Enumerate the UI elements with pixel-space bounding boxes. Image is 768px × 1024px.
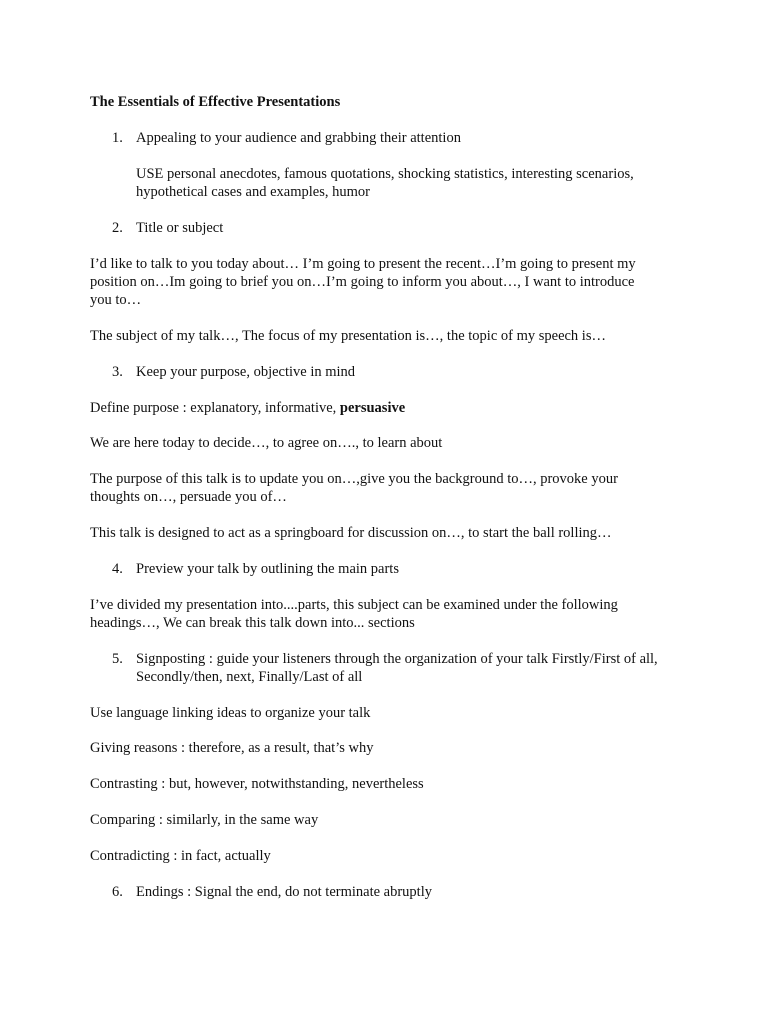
paragraph-linking: Use language linking ideas to organize your talk [90, 705, 371, 721]
paragraph-comparing: Comparing : similarly, in the same way [90, 812, 319, 828]
list-item-1-detail-line-2: hypothetical cases and examples, humor [136, 184, 370, 200]
paragraph-purpose-talk-line-2: thoughts on…, persuade you of… [90, 489, 287, 505]
list-number-1: 1. [112, 130, 123, 146]
paragraph-purpose-talk-line-1: The purpose of this talk is to update you on…,give you the background to…, provoke your [90, 471, 618, 487]
paragraph-springboard: This talk is designed to act as a springboard for discussion on…, to start the ball rolling… [90, 525, 612, 541]
paragraph-intro-line-1: I’d like to talk to you today about… I’m going to present the recent…I’m going to present my [90, 256, 636, 272]
document-title: The Essentials of Effective Presentations [90, 94, 341, 110]
paragraph-here-today: We are here today to decide…, to agree on…., to learn about [90, 435, 443, 451]
list-number-6: 6. [112, 884, 123, 900]
paragraph-intro-line-2: position on…Im going to brief you on…I’m going to inform you about…, I want to introduce [90, 274, 635, 290]
list-number-3: 3. [112, 364, 123, 380]
paragraph-giving-reasons: Giving reasons : therefore, as a result, that’s why [90, 740, 374, 756]
paragraph-contrasting: Contrasting : but, however, notwithstanding, nevertheless [90, 776, 424, 792]
paragraph-divided-line-2: headings…, We can break this talk down into... sections [90, 615, 415, 631]
list-item-6: Endings : Signal the end, do not terminate abruptly [136, 884, 432, 900]
list-number-4: 4. [112, 561, 123, 577]
paragraph-intro-line-3: you to… [90, 292, 142, 308]
list-item-4: Preview your talk by outlining the main parts [136, 561, 399, 577]
list-item-5-line-1: Signposting : guide your listeners through the organization of your talk Firstly/First of all, [136, 651, 658, 667]
list-item-1-detail-line-1: USE personal anecdotes, famous quotations, shocking statistics, interesting scenarios, [136, 166, 634, 182]
define-purpose-bold: persuasive [339, 400, 406, 416]
paragraph-divided-line-1: I’ve divided my presentation into....parts, this subject can be examined under the following [90, 597, 618, 613]
list-item-1: Appealing to your audience and grabbing their attention [136, 130, 461, 146]
list-item-5-line-2: Secondly/then, next, Finally/Last of all [136, 669, 363, 685]
define-purpose-text: Define purpose : explanatory, informative, [90, 400, 340, 416]
paragraph-define-purpose [90, 399, 405, 417]
list-item-3: Keep your purpose, objective in mind [136, 364, 356, 380]
paragraph-contradicting: Contradicting : in fact, actually [90, 848, 271, 864]
list-number-2: 2. [112, 220, 123, 236]
list-item-2: Title or subject [136, 220, 224, 236]
paragraph-subject: The subject of my talk…, The focus of my presentation is…, the topic of my speech is… [90, 328, 606, 344]
list-number-5: 5. [112, 651, 123, 667]
